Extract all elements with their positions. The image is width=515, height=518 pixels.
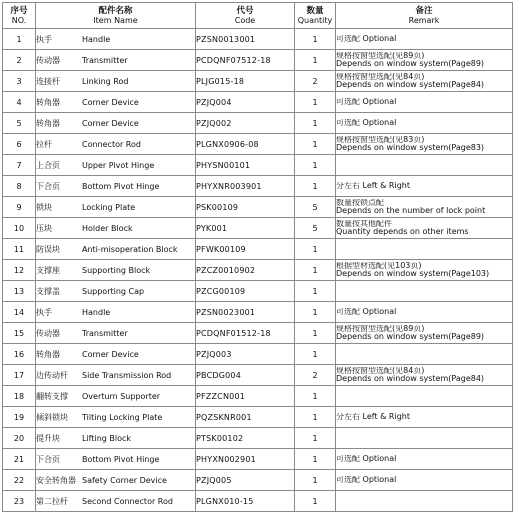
item-name <box>36 218 196 239</box>
header-no-en: NO. <box>11 15 27 25</box>
item-name-en: Side Transmission Rod <box>82 370 172 380</box>
item-name-cn: 转角器 <box>36 97 60 107</box>
item-name-en: Bottom Pivot Hinge <box>82 454 160 464</box>
item-name-en: Anti-misoperation Block <box>82 244 178 254</box>
item-remark <box>336 407 513 428</box>
item-name-cn: 翻转支撑 <box>36 391 68 401</box>
parts-table <box>2 2 513 512</box>
item-quantity: 1 <box>295 407 336 428</box>
item-name-en: Handle <box>82 307 111 317</box>
item-quantity: 1 <box>295 134 336 155</box>
item-code: PQZSKNR001 <box>196 407 295 428</box>
remark-line: 数量按锁点配 <box>336 199 384 207</box>
table-row <box>3 134 513 155</box>
row-number: 14 <box>3 302 36 323</box>
table-row <box>3 155 513 176</box>
header-remark-cn: 备注 <box>415 5 433 16</box>
item-remark <box>336 365 513 386</box>
item-name <box>36 344 196 365</box>
item-name-cn: 锁块 <box>36 202 52 212</box>
item-name-cn: 压块 <box>36 223 52 233</box>
table-header-row <box>3 3 513 29</box>
remark-line: 可选配 Optional <box>336 455 397 463</box>
item-name-en: Tilting Locking Plate <box>82 412 163 422</box>
item-remark <box>336 176 513 197</box>
header-no-cn: 序号 <box>10 5 28 16</box>
remark-line: 规格按窗型选配(见84页) <box>336 73 425 81</box>
header-item-name-en: Item Name <box>93 15 138 25</box>
item-name-cn: 上合页 <box>36 160 60 170</box>
item-name-cn: 转角器 <box>36 349 60 359</box>
row-number: 9 <box>3 197 36 218</box>
item-remark <box>336 239 513 260</box>
item-name <box>36 176 196 197</box>
item-quantity: 1 <box>295 428 336 449</box>
item-remark <box>336 281 513 302</box>
item-name <box>36 50 196 71</box>
remark-line: 规格按窗型选配(见89页) <box>336 52 425 60</box>
item-code: PLJG015-18 <box>196 71 295 92</box>
header-no <box>3 3 36 29</box>
header-remark <box>336 3 513 29</box>
item-name <box>36 470 196 491</box>
item-quantity: 1 <box>295 29 336 50</box>
item-code: PZCZ0010902 <box>196 260 295 281</box>
item-name-en: Transmitter <box>82 328 128 338</box>
item-quantity: 1 <box>295 176 336 197</box>
parts-list <box>2 2 512 512</box>
remark-line: Depends on window system(Page83) <box>336 144 485 152</box>
header-quantity-cn: 数量 <box>306 5 324 16</box>
table-row <box>3 50 513 71</box>
table-row <box>3 470 513 491</box>
table-row <box>3 260 513 281</box>
header-code-cn: 代号 <box>236 5 254 16</box>
header-code-en: Code <box>234 15 256 25</box>
remark-line: Depends on window system(Page84) <box>336 375 485 383</box>
item-quantity: 1 <box>295 50 336 71</box>
table-body <box>3 29 513 512</box>
item-quantity: 1 <box>295 491 336 512</box>
item-remark <box>336 218 513 239</box>
item-name-en: Bottom Pivot Hinge <box>82 181 160 191</box>
item-remark <box>336 344 513 365</box>
item-name-en: Locking Plate <box>82 202 136 212</box>
item-name-cn: 执手 <box>36 34 52 44</box>
item-name-en: Corner Device <box>82 349 139 359</box>
table-row <box>3 365 513 386</box>
row-number: 11 <box>3 239 36 260</box>
item-code: PZJQ003 <box>196 344 295 365</box>
item-remark <box>336 134 513 155</box>
item-name-en: Upper Pivot Hinge <box>82 160 155 170</box>
row-number: 23 <box>3 491 36 512</box>
item-code: PHYXN002901 <box>196 449 295 470</box>
item-remark <box>336 92 513 113</box>
row-number: 8 <box>3 176 36 197</box>
table-row <box>3 29 513 50</box>
item-remark <box>336 470 513 491</box>
item-name <box>36 134 196 155</box>
item-code: PZJQ005 <box>196 470 295 491</box>
remark-line: 数量按其他配件 <box>336 220 392 228</box>
item-name-en: Transmitter <box>82 55 128 65</box>
item-quantity: 5 <box>295 197 336 218</box>
item-name-cn: 传动器 <box>36 55 60 65</box>
remark-line: 规格按窗型选配(见83页) <box>336 136 425 144</box>
item-name-en: Corner Device <box>82 97 139 107</box>
remark-line: Quantity depends on other items <box>336 228 469 236</box>
item-name-en: Connector Rod <box>82 139 141 149</box>
item-name-cn: 转角器 <box>36 118 60 128</box>
item-quantity: 1 <box>295 470 336 491</box>
item-name-en: Supporting Cap <box>82 286 145 296</box>
item-remark <box>336 197 513 218</box>
item-name <box>36 113 196 134</box>
row-number: 2 <box>3 50 36 71</box>
header-quantity <box>295 3 336 29</box>
row-number: 18 <box>3 386 36 407</box>
row-number: 19 <box>3 407 36 428</box>
remark-line: 分左右 Left & Right <box>336 182 410 190</box>
item-remark <box>336 50 513 71</box>
item-code: PTSK00102 <box>196 428 295 449</box>
item-remark <box>336 113 513 134</box>
remark-line: 可选配 Optional <box>336 308 397 316</box>
remark-line: 可选配 Optional <box>336 35 397 43</box>
item-name-cn: 下合页 <box>36 454 60 464</box>
row-number: 5 <box>3 113 36 134</box>
item-name-en: Safety Corner Device <box>82 475 167 485</box>
item-name <box>36 407 196 428</box>
item-code: PFWK00109 <box>196 239 295 260</box>
item-remark <box>336 323 513 344</box>
item-name <box>36 386 196 407</box>
remark-line: 可选配 Optional <box>336 98 397 106</box>
header-code <box>196 3 295 29</box>
header-item-name <box>36 3 196 29</box>
item-quantity: 1 <box>295 344 336 365</box>
item-quantity: 1 <box>295 260 336 281</box>
item-code: PHYXNR003901 <box>196 176 295 197</box>
item-name-cn: 支撑座 <box>36 265 60 275</box>
item-code: PBCDG004 <box>196 365 295 386</box>
item-quantity: 5 <box>295 218 336 239</box>
table-row <box>3 71 513 92</box>
item-name-en: Corner Device <box>82 118 139 128</box>
item-code: PZCG00109 <box>196 281 295 302</box>
table-row <box>3 344 513 365</box>
item-name-cn: 提升块 <box>36 433 60 443</box>
item-name-cn: 安全转角器 <box>36 475 76 485</box>
row-number: 21 <box>3 449 36 470</box>
item-name-cn: 第二拉杆 <box>36 496 68 506</box>
table-row <box>3 323 513 344</box>
remark-line: 分左右 Left & Right <box>336 413 410 421</box>
item-name-en: Overturn Supporter <box>82 391 161 401</box>
row-number: 4 <box>3 92 36 113</box>
row-number: 13 <box>3 281 36 302</box>
item-remark <box>336 302 513 323</box>
remark-line: 规格按窗型选配(见89页) <box>336 325 425 333</box>
item-name-en: Lifting Block <box>82 433 132 443</box>
item-code: PLGNX010-15 <box>196 491 295 512</box>
item-quantity: 1 <box>295 323 336 344</box>
item-name <box>36 323 196 344</box>
item-code: PHYSN00101 <box>196 155 295 176</box>
remark-line: Depends on window system(Page84) <box>336 81 485 89</box>
table-row <box>3 281 513 302</box>
table-row <box>3 239 513 260</box>
row-number: 17 <box>3 365 36 386</box>
item-name <box>36 155 196 176</box>
item-code: PCDQNF01512-18 <box>196 323 295 344</box>
item-name <box>36 281 196 302</box>
item-code: PYK001 <box>196 218 295 239</box>
item-name <box>36 491 196 512</box>
item-name-cn: 支撑盖 <box>36 286 60 296</box>
row-number: 22 <box>3 470 36 491</box>
table-row <box>3 407 513 428</box>
remark-line: Depends on window system(Page89) <box>336 60 485 68</box>
item-code: PSK00109 <box>196 197 295 218</box>
row-number: 12 <box>3 260 36 281</box>
row-number: 7 <box>3 155 36 176</box>
item-name-cn: 边传动杆 <box>36 370 68 380</box>
item-name <box>36 449 196 470</box>
table-row <box>3 197 513 218</box>
item-quantity: 1 <box>295 92 336 113</box>
remark-line: Depends on window system(Page89) <box>336 333 485 341</box>
item-name <box>36 71 196 92</box>
item-name-cn: 倾斜锁块 <box>36 412 68 422</box>
item-name <box>36 239 196 260</box>
item-name-en: Second Connector Rod <box>82 496 173 506</box>
item-name-cn: 拉杆 <box>36 139 52 149</box>
item-remark <box>336 260 513 281</box>
item-quantity: 1 <box>295 113 336 134</box>
remark-line: Depends on the number of lock point <box>336 207 486 215</box>
item-remark <box>336 428 513 449</box>
item-name <box>36 365 196 386</box>
item-code: PCDQNF07512-18 <box>196 50 295 71</box>
table-row <box>3 428 513 449</box>
table-row <box>3 113 513 134</box>
item-quantity: 1 <box>295 281 336 302</box>
item-quantity: 2 <box>295 71 336 92</box>
item-code: PLGNX0906-08 <box>196 134 295 155</box>
remark-line: 可选配 Optional <box>336 476 397 484</box>
item-code: PZSN0023001 <box>196 302 295 323</box>
row-number: 3 <box>3 71 36 92</box>
remark-line: Depends on window system(Page103) <box>336 270 490 278</box>
item-remark <box>336 71 513 92</box>
row-number: 16 <box>3 344 36 365</box>
item-name-cn: 传动器 <box>36 328 60 338</box>
table-row <box>3 386 513 407</box>
item-name-cn: 下合页 <box>36 181 60 191</box>
item-code: PZJQ002 <box>196 113 295 134</box>
item-quantity: 1 <box>295 449 336 470</box>
item-name <box>36 29 196 50</box>
remark-line: 根据型材选配(见103页) <box>336 262 422 270</box>
item-name <box>36 302 196 323</box>
item-code: PFZZCN001 <box>196 386 295 407</box>
item-name-cn: 防误块 <box>36 244 60 254</box>
header-quantity-en: Quantity <box>297 15 333 25</box>
row-number: 10 <box>3 218 36 239</box>
item-remark <box>336 491 513 512</box>
item-quantity: 1 <box>295 155 336 176</box>
item-quantity: 1 <box>295 302 336 323</box>
item-remark <box>336 449 513 470</box>
table-row <box>3 449 513 470</box>
item-quantity: 1 <box>295 239 336 260</box>
item-name <box>36 197 196 218</box>
item-code: PZJQ004 <box>196 92 295 113</box>
item-name-cn: 执手 <box>36 307 52 317</box>
row-number: 15 <box>3 323 36 344</box>
item-name <box>36 92 196 113</box>
header-item-name-cn: 配件名称 <box>98 5 133 16</box>
item-remark <box>336 386 513 407</box>
item-quantity: 2 <box>295 365 336 386</box>
item-name-en: Linking Rod <box>82 76 129 86</box>
header-remark-en: Remark <box>408 15 440 25</box>
item-name <box>36 260 196 281</box>
item-name <box>36 428 196 449</box>
row-number: 6 <box>3 134 36 155</box>
item-name-en: Handle <box>82 34 111 44</box>
table-row <box>3 92 513 113</box>
item-code: PZSN0013001 <box>196 29 295 50</box>
remark-line: 可选配 Optional <box>336 119 397 127</box>
remark-line: 规格按窗型选配(见84页) <box>336 367 425 375</box>
table-row <box>3 176 513 197</box>
table-row <box>3 491 513 512</box>
item-quantity: 1 <box>295 386 336 407</box>
table-row <box>3 218 513 239</box>
table-row <box>3 302 513 323</box>
item-remark <box>336 155 513 176</box>
item-name-en: Supporting Block <box>82 265 151 275</box>
row-number: 1 <box>3 29 36 50</box>
item-name-cn: 连接杆 <box>36 76 60 86</box>
item-name-en: Holder Block <box>82 223 133 233</box>
item-remark <box>336 29 513 50</box>
row-number: 20 <box>3 428 36 449</box>
